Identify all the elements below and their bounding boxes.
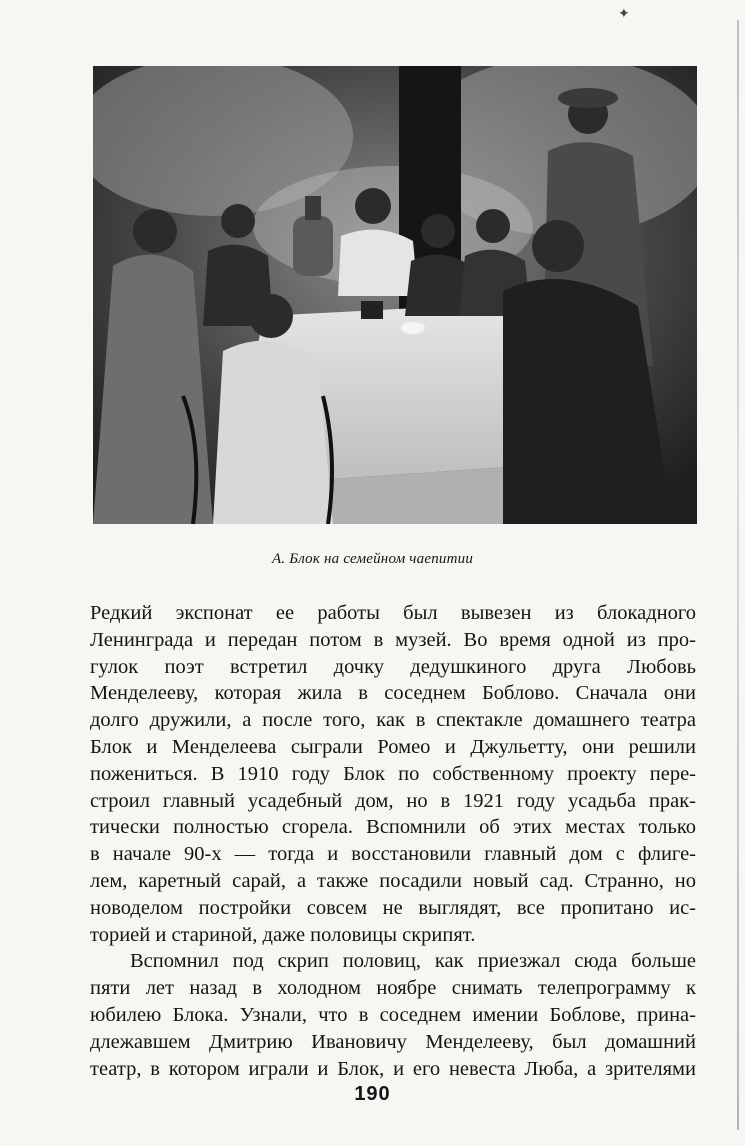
text-line: пяти лет назад в холодном ноябре снимать телепрограмму к [90,977,696,1000]
text-line: юбилею Блока. Узнали, что в соседнем имении Боблове, прина- [90,1003,696,1026]
text-line: долго дружили, а после того, как в спектакле домашнего театра [90,709,696,732]
text-line: театр, в котором играли и Блок, и его невеста Люба, а зрителями [90,1057,696,1080]
text-line: тически полностью сгорела. Вспомнили об этих местах только [90,816,696,839]
page-edge-shadow [737,20,739,1130]
body-text [90,600,696,1082]
text-line: новоделом постройки совсем не выглядят, все пропитано ис- [90,896,696,919]
text-line: Вспомнил под скрип половиц, как приезжал сюда больше [130,950,696,973]
text-line: Ленинграда и передан потом в музей. Во время одной из про- [90,628,696,651]
text-line: пожениться. В 1910 году Блок по собственному проекту пере- [90,762,696,785]
text-line: Блок и Менделеева сыграли Ромео и Джульетту, они решили [90,735,696,758]
page-number: 190 [354,1083,391,1105]
text-line: гулок поэт встретил дочку дедушкиного друга Любовь [90,655,696,678]
photo-caption: А. Блок на семейном чаепитии [271,551,474,567]
text-line: торией и стариной, даже половицы скрипят. [90,923,476,946]
samovar [293,216,333,276]
text-line: строил главный усадебный дом, но в 1921 году усадьба прак- [90,789,696,812]
text-line: в начале 90-х — тогда и восстановили главный дом с флиге- [90,843,696,866]
text-line: лем, каретный сарай, а также посадили новый сад. Странно, но [90,869,696,892]
photo-family-tea-party [93,66,697,524]
text-line: Редкий экспонат ее работы был вывезен из блокадного [90,602,696,624]
scan-mark: ✦ [618,7,630,22]
text-line: Менделееву, которая жила в соседнем Боблово. Сначала они [90,682,696,705]
text-line: длежавшем Дмитрию Ивановичу Менделееву, был домашний [90,1030,696,1053]
